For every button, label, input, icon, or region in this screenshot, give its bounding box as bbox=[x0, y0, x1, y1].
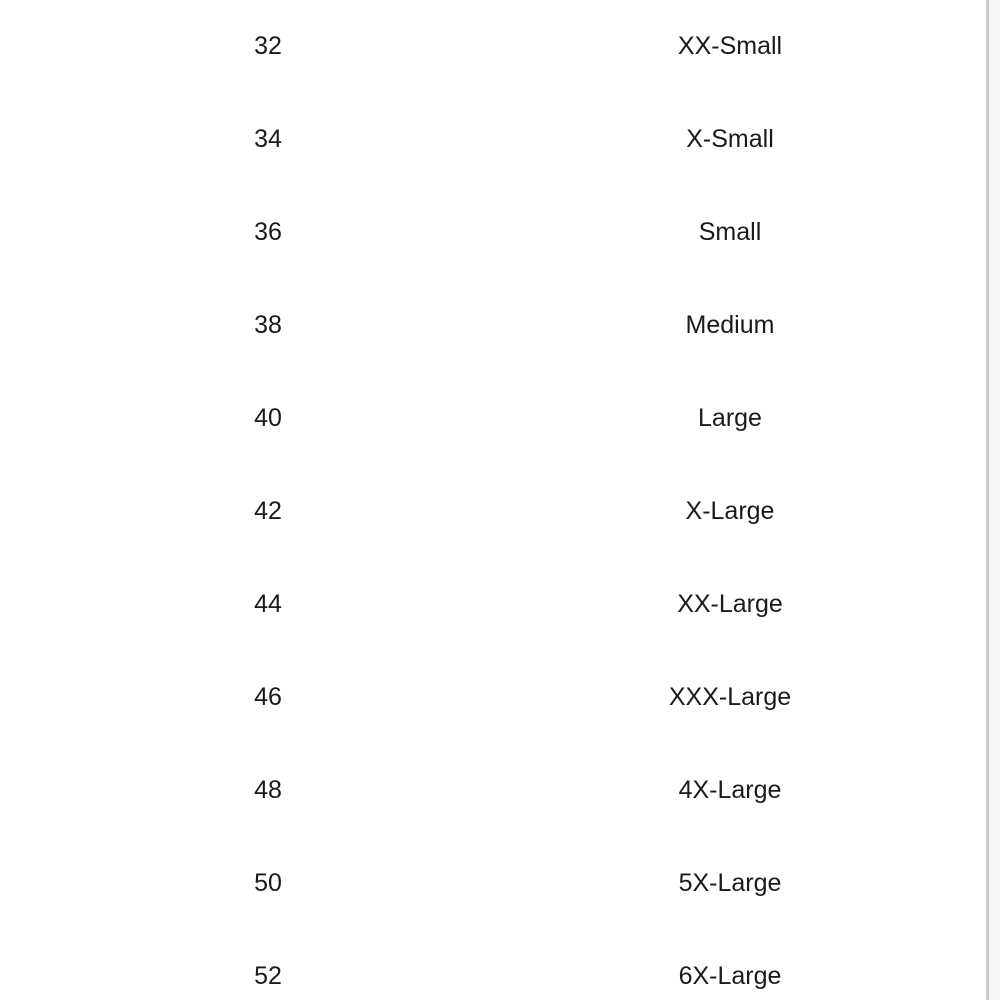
size-label: X-Small bbox=[686, 125, 774, 153]
size-label: 6X-Large bbox=[678, 962, 782, 990]
table-row bbox=[0, 119, 986, 159]
table-row bbox=[0, 863, 986, 903]
size-label: Small bbox=[698, 218, 762, 246]
table-row bbox=[0, 26, 986, 66]
table-row bbox=[0, 212, 986, 252]
size-label: Large bbox=[698, 404, 762, 432]
size-label: X-Large bbox=[685, 497, 775, 525]
table-row bbox=[0, 770, 986, 810]
table-row bbox=[0, 677, 986, 717]
size-number: 42 bbox=[254, 497, 282, 525]
size-number: 52 bbox=[254, 962, 282, 990]
size-label: XX-Large bbox=[677, 590, 783, 618]
size-label: 4X-Large bbox=[678, 776, 782, 804]
size-number: 48 bbox=[254, 776, 282, 804]
scroll-gutter[interactable] bbox=[989, 0, 1000, 1000]
table-row bbox=[0, 584, 986, 624]
table-row bbox=[0, 956, 986, 996]
size-label: Medium bbox=[685, 311, 775, 339]
table-row bbox=[0, 398, 986, 438]
size-label: XX-Small bbox=[677, 32, 783, 60]
size-label: 5X-Large bbox=[678, 869, 782, 897]
size-number: 38 bbox=[254, 311, 282, 339]
size-number: 36 bbox=[254, 218, 282, 246]
size-number: 40 bbox=[254, 404, 282, 432]
size-number: 32 bbox=[254, 32, 282, 60]
size-number: 50 bbox=[254, 869, 282, 897]
size-number: 34 bbox=[254, 125, 282, 153]
table-row bbox=[0, 491, 986, 531]
size-label: XXX-Large bbox=[668, 683, 792, 711]
size-number: 44 bbox=[254, 590, 282, 618]
size-number: 46 bbox=[254, 683, 282, 711]
table-row bbox=[0, 305, 986, 345]
